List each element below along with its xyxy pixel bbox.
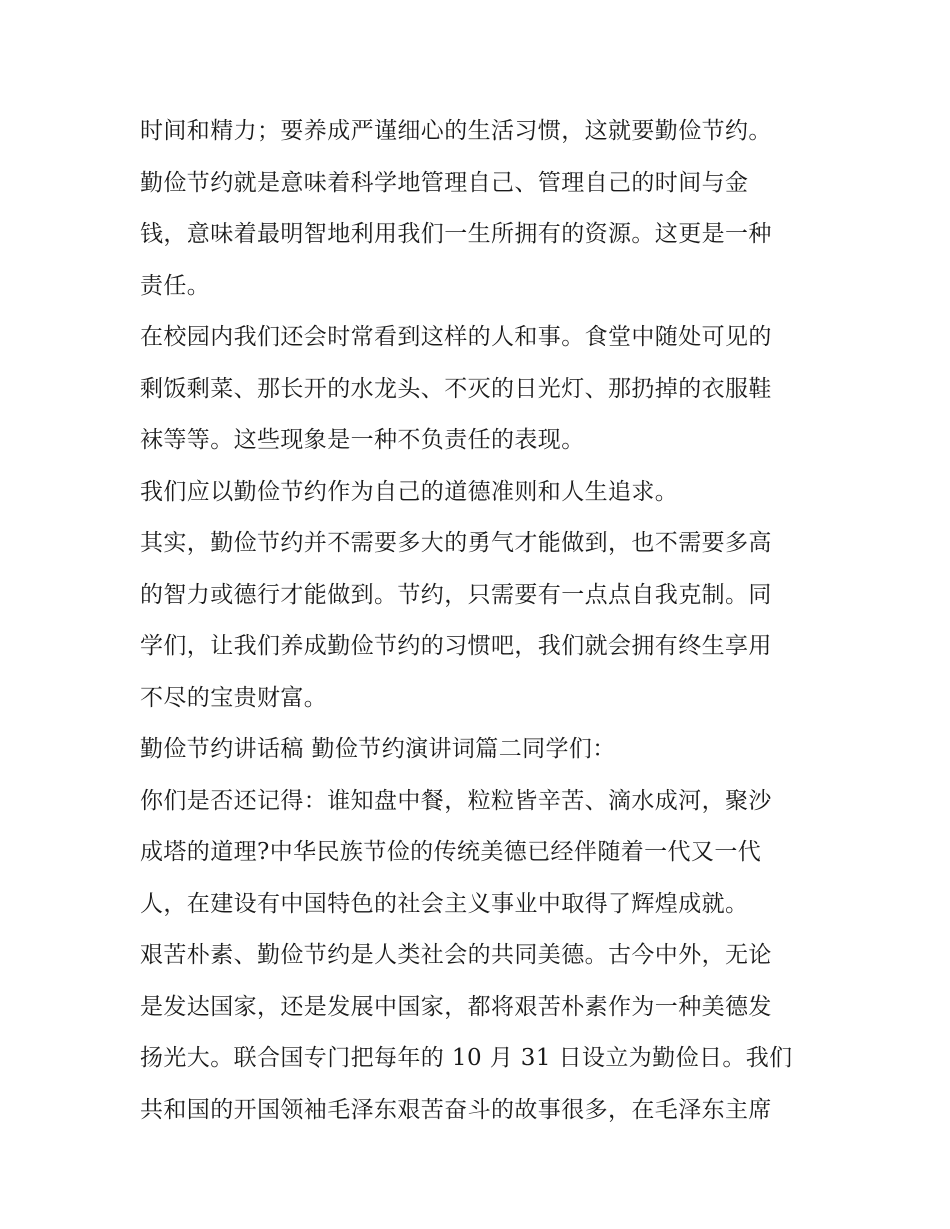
text-line: 学们，让我们养成勤俭节约的习惯吧，我们就会拥有终生享用 <box>140 633 772 659</box>
text-line: 你们是否还记得：谁知盘中餐，粒粒皆辛苦、滴水成河，聚沙 <box>140 787 772 814</box>
text-line: 人，在建设有中国特色的社会主义事业中取得了辉煌成就。 <box>140 890 749 917</box>
text-line: 扬光大。联合国专门把每年的 10 月 31 日设立为勤俭日。我们 <box>140 1045 793 1071</box>
text-line: 其实，勤俭节约并不需要多大的勇气才能做到，也不需要多高 <box>140 530 772 556</box>
section-heading: 勤俭节约讲话稿 勤俭节约演讲词篇二同学们： <box>140 736 616 762</box>
text-line: 钱，意味着最明智地利用我们一生所拥有的资源。这更是一种 <box>140 221 772 247</box>
text-line: 不尽的宝贵财富。 <box>140 684 328 711</box>
text-line: 剩饭剩菜、那长开的水龙头、不灭的日光灯、那扔掉的衣服鞋 <box>140 375 772 402</box>
text-line: 共和国的开国领袖毛泽东艰苦奋斗的故事很多，在毛泽东主席 <box>140 1096 772 1123</box>
text-line: 是发达国家，还是发展中国家，都将艰苦朴素作为一种美德发 <box>140 993 772 1020</box>
text-line: 艰苦朴素、勤俭节约是人类社会的共同美德。古今中外，无论 <box>140 942 772 968</box>
text-line: 在校园内我们还会时常看到这样的人和事。食堂中随处可见的 <box>140 324 772 350</box>
text-line: 的智力或德行才能做到。节约，只需要有一点点自我克制。同 <box>140 581 772 608</box>
text-line: 袜等等。这些现象是一种不负责任的表现。 <box>140 427 585 453</box>
text-line: 责任。 <box>140 272 211 299</box>
text-line: 勤俭节约就是意味着科学地管理自己、管理自己的时间与金 <box>140 169 749 196</box>
text-line: 我们应以勤俭节约作为自己的道德准则和人生追求。 <box>140 478 679 505</box>
text-line: 成塔的道理?中华民族节俭的传统美德已经伴随着一代又一代 <box>140 839 762 865</box>
text-line: 时间和精力；要养成严谨细心的生活习惯，这就要勤俭节约。 <box>140 118 772 144</box>
document-body <box>140 106 830 1136</box>
